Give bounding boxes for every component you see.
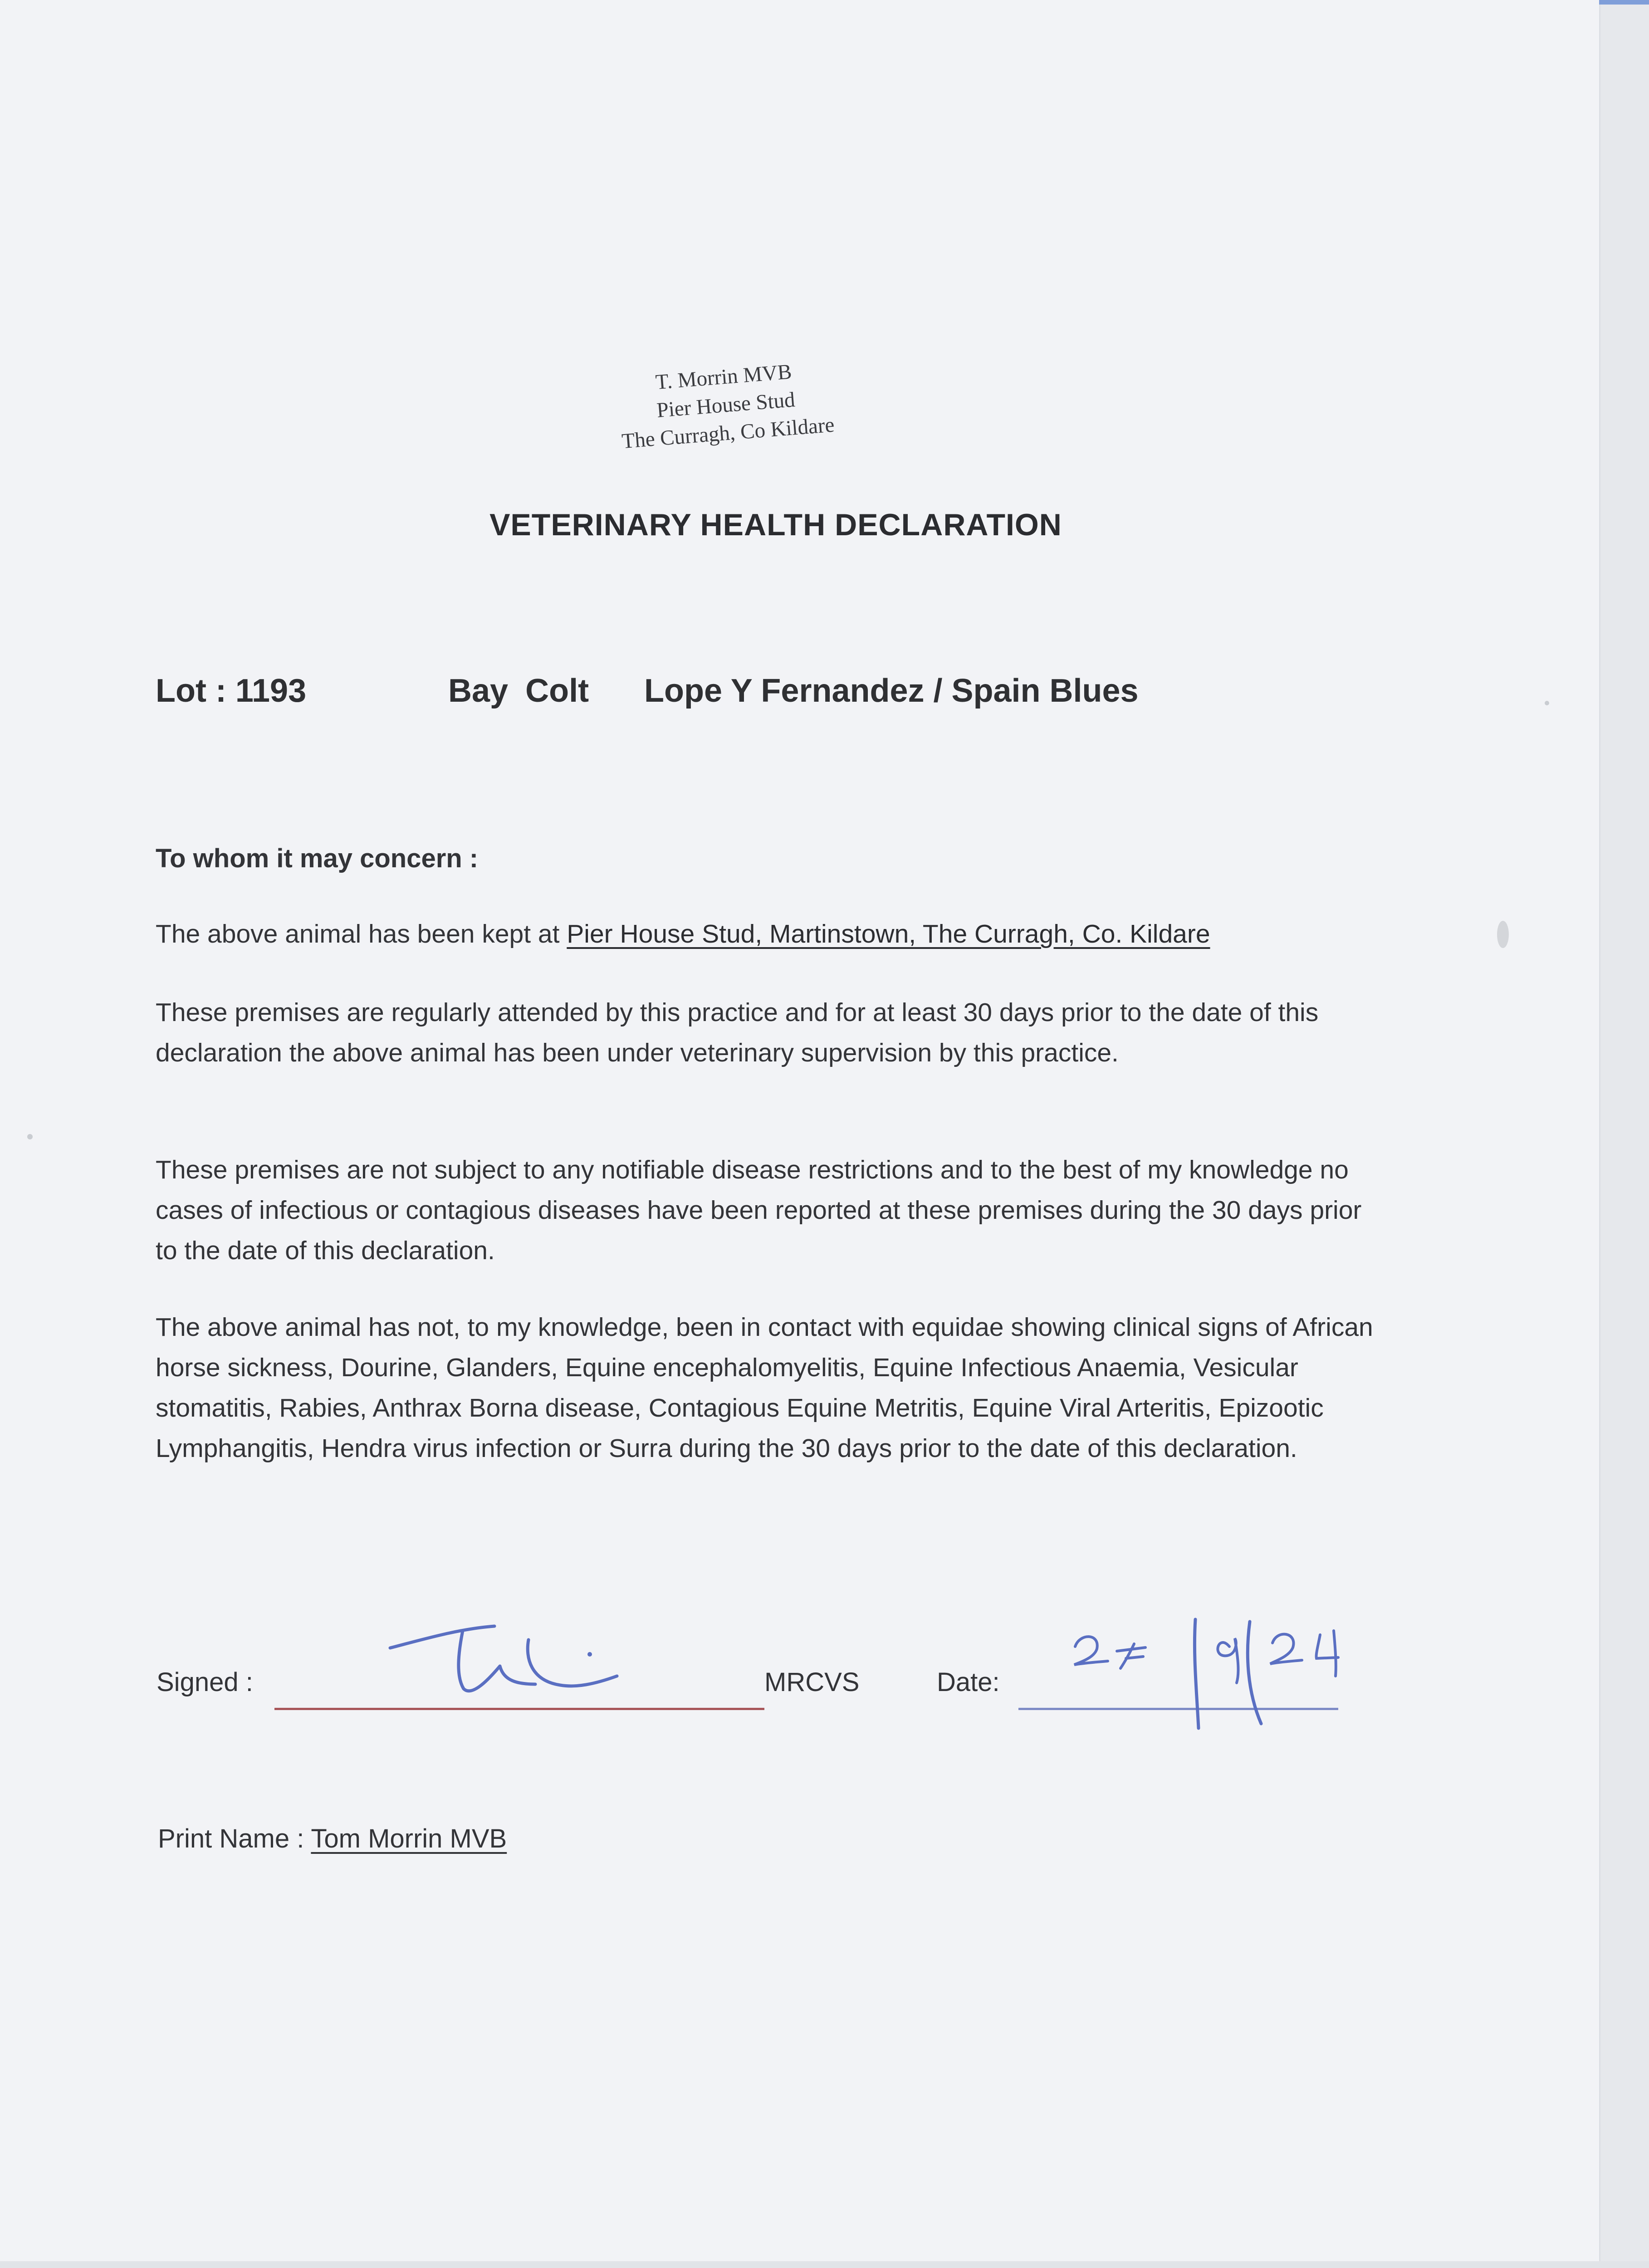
print-name-value: Tom Morrin MVB (311, 1824, 507, 1853)
handwritten-date (1066, 1615, 1384, 1733)
scan-speck (1497, 921, 1509, 948)
letterhead-line-1: T. Morrin MVB (655, 360, 793, 394)
premises-address: Pier House Stud, Martinstown, The Curragh, Co. Kildare (567, 919, 1210, 948)
page-right-edge (1599, 0, 1649, 2268)
scan-speck (27, 1134, 33, 1139)
paragraph-premises-text: The above animal has been kept at (156, 919, 567, 948)
scan-speck (1545, 701, 1549, 705)
print-name (158, 1823, 507, 1854)
signature-line (274, 1708, 764, 1710)
page-bottom-edge (0, 2261, 1649, 2268)
salutation: To whom it may concern : (156, 844, 479, 873)
paragraph-restrictions: These premises are not subject to any notifiable disease restrictions and to the best of my knowledge no cases of infectious or contagious diseases have been reported at these premises during the 30 days prior to the date of this declaration. (156, 1155, 1362, 1265)
letterhead-line-3: The Curragh, Co Kildare (621, 413, 836, 454)
document-title: VETERINARY HEALTH DECLARATION (489, 508, 1062, 542)
paragraph-supervision: These premises are regularly attended by this practice and for at least 30 days prior to the date of this declaration the above animal has been under veterinary supervision by this practice. (156, 998, 1319, 1067)
lot-number: Lot : 1193 (156, 673, 307, 709)
horse-description: Bay Colt (448, 673, 589, 709)
scan-edge-mark (1599, 0, 1649, 5)
handwritten-signature (381, 1613, 635, 1703)
qualification-label: MRCVS (764, 1667, 860, 1697)
paragraph-disease-contact: The above animal has not, to my knowledge, been in contact with equidae showing clinical signs of African horse sickness, Dourine, Glanders, Equine encephalomyelitis, Equine Infectious Anaemia, Vesicular stomatitis, Rabies, Anthrax Borna disease, Contagious Equine Metritis, Equine Viral Arteritis, Epizootic Lymphangitis, Hendra virus infection or Surra during the 30 days prior to the date of this declaration. (156, 1313, 1373, 1463)
date-label: Date: (937, 1667, 1000, 1697)
letterhead-line-2: Pier House Stud (656, 388, 796, 422)
signed-label: Signed : (157, 1667, 253, 1697)
print-name-label: Print Name : (158, 1824, 311, 1853)
horse-breeding: Lope Y Fernandez / Spain Blues (644, 673, 1139, 709)
paragraph-premises (156, 914, 1426, 954)
